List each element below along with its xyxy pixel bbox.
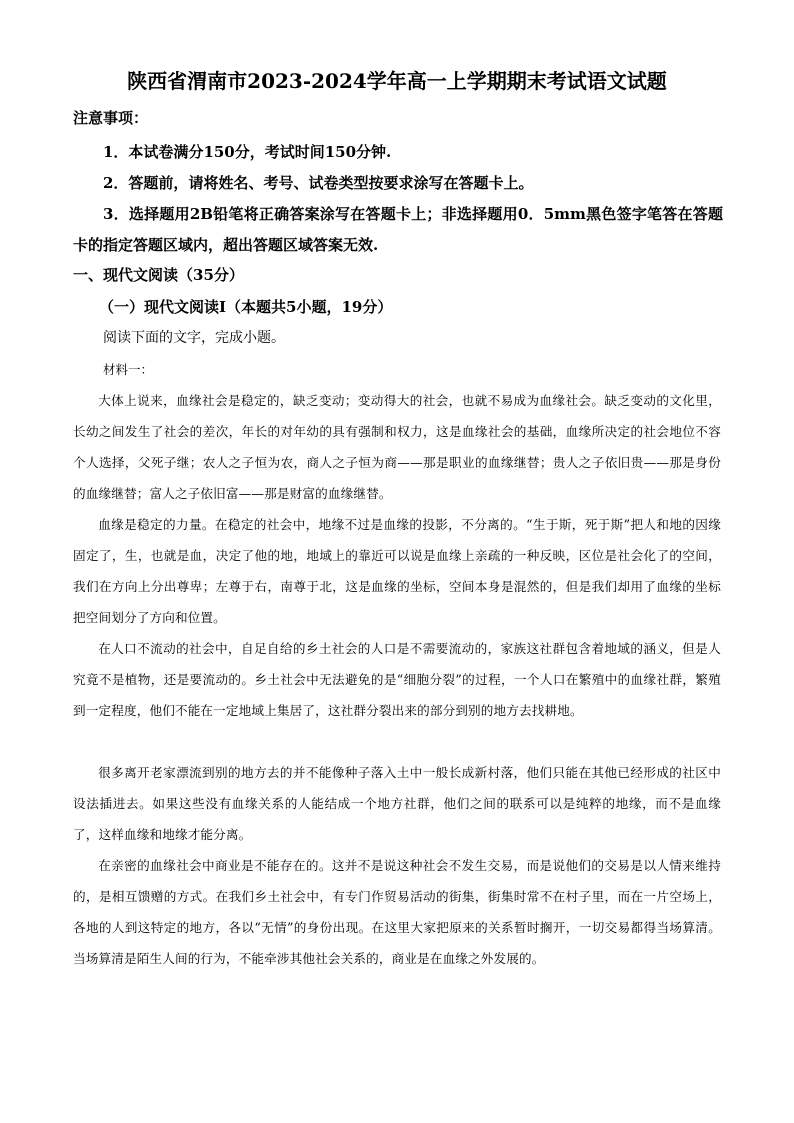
document-title: 陕西省渭南市2023-2024学年高一上学期期末考试语文试题 (127, 69, 667, 93)
paragraph-5: 在亲密的血缘社会中商业是不能存在的。这并不是说这种社会不发生交易，而是说他们的交易是以人情来维持的，是相互馈赠的方式。在我们乡土社会中，有专门作贸易活动的街集，街集时常不在村子里，而在一片空场上，各地的人到这特定的地方，各以“无情”的身份出现。在这里大家把原来的关系暂时搁开，一切交易都得当场算清。当场算清是陌生人间的行为，不能牵涉其他社会关系的，商业是在血缘之外发展的。 (73, 858, 721, 966)
paragraph-2: 血缘是稳定的力量。在稳定的社会中，地缘不过是血缘的投影，不分离的。“生于斯，死于斯”把人和地的因缘固定了，生，也就是血，决定了他的地，地域上的靠近可以说是血缘上亲疏的一种反映，区位是社会化了的空间，我们在方向上分出尊卑；左尊于右，南尊于北，这是血缘的坐标，空间本身是混然的，但是我们却用了血缘的坐标把空间划分了方向和位置。 (73, 517, 721, 625)
section-heading-1: 一、现代文阅读（35分） (73, 266, 244, 284)
notice-heading: 注意事项： (73, 109, 149, 127)
notice-item-2: 2．答题前，请将姓名、考号、试卷类型按要求涂写在答题卡上。 (103, 174, 534, 192)
paragraph-4: 很多离开老家漂流到别的地方去的并不能像种子落入土中一般长成新村落，他们只能在其他已经形成的社区中设法插进去。如果这些没有血缘关系的人能结成一个地方社群，他们之间的联系可以是纯粹的地缘，而不是血缘了，这样血缘和地缘才能分离。 (73, 765, 721, 842)
reading-instruction: 阅读下面的文字，完成小题。 (103, 330, 285, 346)
paragraph-1: 大体上说来，血缘社会是稳定的，缺乏变动；变动得大的社会，也就不易成为血缘社会。缺乏变动的文化里，长幼之间发生了社会的差次，年长的对年幼的具有强制和权力，这是血缘社会的基础，血缘所决定的社会地位不容个人选择，父死子继；农人之子恒为农，商人之子恒为商——那是职业的血缘继替；贵人之子依旧贵——那是身份的血缘继替；富人之子依旧富——那是财富的血缘继替。 (73, 393, 721, 501)
notice-item-3: 3．选择题用2B铅笔将正确答案涂写在答题卡上；非选择题用0．5mm黑色签字笔答在答题卡的指定答题区域内，超出答题区域答案无效. (73, 205, 723, 254)
subsection-heading-1: （一）现代文阅读Ⅰ（本题共5小题，19分） (99, 298, 393, 316)
material-label: 材料一： (103, 362, 154, 377)
notice-item-1: 1．本试卷满分150分，考试时间150分钟. (103, 143, 392, 161)
paragraph-3: 在人口不流动的社会中，自足自给的乡土社会的人口是不需要流动的，家族这社群包含着地域的涵义，但是人究竟不是植物，还是要流动的。乡土社会中无法避免的是“细胞分裂”的过程，一个人口在繁殖中的血缘社群，繁殖到一定程度，他们不能在一定地域上集居了，这社群分裂出来的部分到别的地方去找耕地。 (73, 641, 721, 718)
